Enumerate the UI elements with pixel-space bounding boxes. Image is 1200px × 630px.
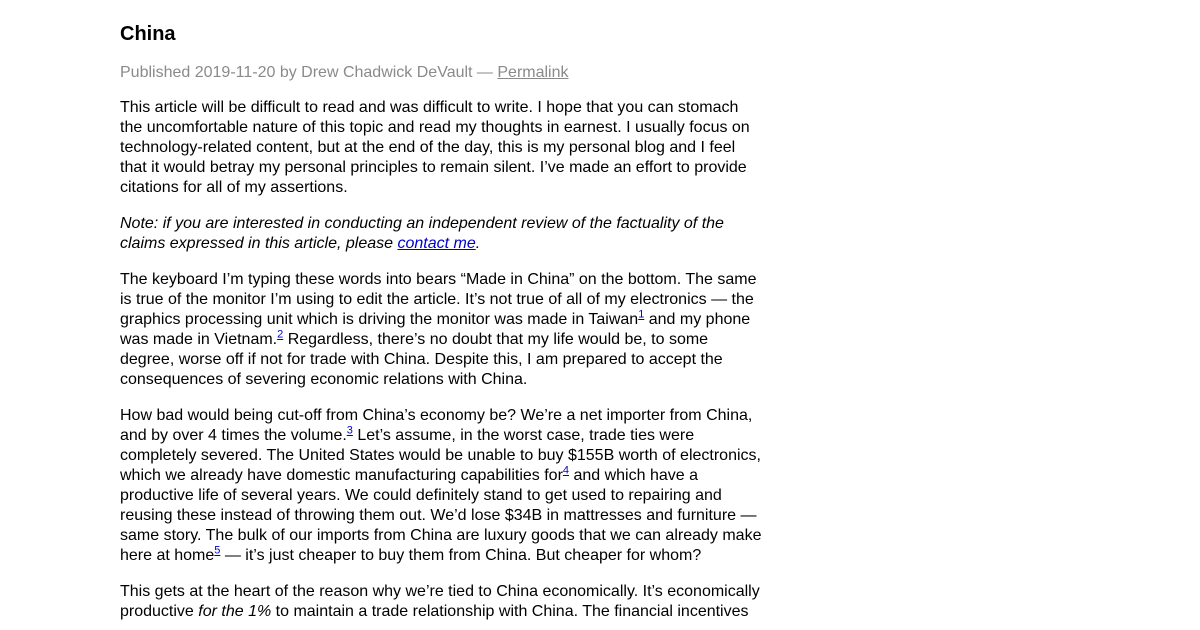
footnote-link-2[interactable]: 2 [277, 328, 284, 341]
paragraph-keyboard [120, 270, 762, 390]
footnote-link-1[interactable]: 1 [638, 308, 645, 321]
paragraph-intro: This article will be difficult to read and was difficult to write. I hope that you can stomach the uncomfortable nature of this topic and read my thoughts in earnest. I usually focus on technology-related content, but at the end of the day, this is my personal blog and I feel that it would betray my personal principles to remain silent. I’ve made an effort to provide citations for all of my assertions. [120, 99, 750, 196]
text-span: and my phone was made in Vietnam. [120, 311, 751, 348]
text-span: The keyboard I’m typing these words into bears “Made in China” on the bottom. The same is true of the monitor I’m using to edit the article. It’s not true of all of my electronics — the graphics processing unit which is driving the monitor was made in Taiwan [120, 271, 757, 328]
text-span: Let’s assume, in the worst case, trade ties were completely severed. The United States would be unable to buy $155B worth of electronics, which we already have domestic manufacturing capabilities for [120, 427, 761, 484]
permalink-link[interactable]: Permalink [497, 64, 569, 81]
paragraph-economy [120, 406, 762, 566]
note-text: Note: if you are interested in conducting an independent review of the factuality of the claims expressed in this article, please [120, 215, 724, 252]
published-byline: Published 2019-11-20 by Drew Chadwick DeVault — [120, 64, 498, 81]
note-end: . [475, 235, 481, 252]
text-span: How bad would being cut-off from China’s economy be? We’re a net importer from China, and by over 4 times the volume. [120, 407, 753, 444]
paragraph-heart [120, 582, 762, 622]
contact-me-link[interactable]: contact me [397, 235, 476, 252]
text-span: Regardless, there’s no doubt that my life would be, to some degree, worse off if not for trade with China. Despite this, I am prepared to accept the consequences of severing economic relations with China. [120, 331, 723, 388]
text-span: and which have a productive life of several years. We could definitely stand to get used to repairing and reusing these instead of throwing them out. We’d lose $34B in mattresses and furniture — same story. The bulk of our imports from China are luxury goods that we can already make here at home [120, 467, 762, 564]
emphasis-text: for the 1% [198, 603, 272, 620]
article-meta [120, 63, 762, 83]
footnote-link-4[interactable]: 4 [562, 464, 570, 477]
text-span: to maintain a trade relationship with China. The financial incentives [271, 603, 749, 620]
footnote-link-3[interactable]: 3 [346, 424, 353, 437]
page-title: China [120, 23, 176, 45]
text-span: — it’s just cheaper to buy them from China. But cheaper for whom? [220, 547, 702, 564]
paragraph-note [120, 214, 762, 254]
article [120, 16, 762, 622]
footnote-link-5[interactable]: 5 [214, 544, 221, 557]
text-span: This gets at the heart of the reason why we’re tied to China economically. It’s economically productive [120, 583, 760, 620]
